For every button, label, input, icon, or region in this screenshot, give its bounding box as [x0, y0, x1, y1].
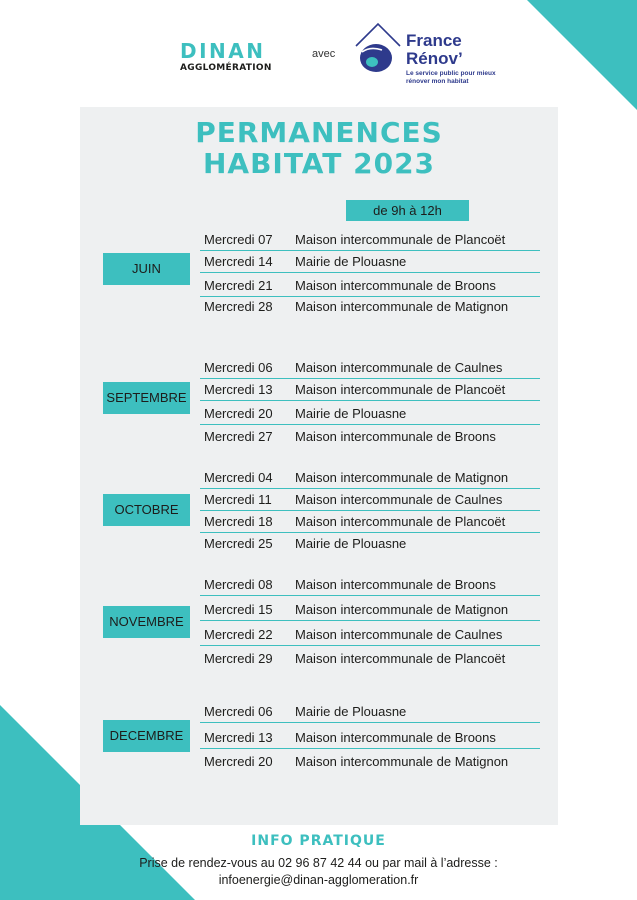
schedule-row: [200, 624, 540, 646]
row-place: Mairie de Plouasne: [295, 704, 407, 719]
dinan-logo-subtitle: AGGLOMÉRATION: [180, 63, 272, 73]
france-renov-line1: France: [406, 31, 462, 50]
schedule-row: [200, 751, 540, 773]
row-day: Mercredi 20: [204, 754, 273, 769]
france-renov-logo: [352, 22, 512, 94]
hours-badge: de 9h à 12h: [346, 200, 469, 221]
schedule-row: [200, 467, 540, 489]
row-place: Maison intercommunale de Broons: [295, 730, 496, 745]
title-line-1: PERMANENCES: [195, 116, 443, 149]
row-place: Mairie de Plouasne: [295, 254, 407, 269]
schedule-row: [200, 533, 540, 555]
row-day: Mercredi 29: [204, 651, 273, 666]
schedule-row: [200, 426, 540, 448]
france-renov-name: [406, 32, 463, 68]
schedule-row: [200, 296, 540, 318]
row-place: Maison intercommunale de Plancoët: [295, 651, 506, 666]
row-place: Maison intercommunale de Plancoët: [295, 382, 506, 397]
row-day: Mercredi 07: [204, 232, 273, 247]
row-place: Maison intercommunale de Broons: [295, 429, 496, 444]
month-label: JUIN: [103, 253, 190, 285]
row-place: Maison intercommunale de Caulnes: [295, 627, 503, 642]
row-day: Mercredi 28: [204, 299, 273, 314]
row-day: Mercredi 25: [204, 536, 273, 551]
row-place: Maison intercommunale de Matignon: [295, 299, 509, 314]
row-day: Mercredi 14: [204, 254, 273, 269]
france-renov-tagline-1: Le service public pour mieux: [406, 70, 496, 77]
schedule-row: [200, 379, 540, 401]
info-text: [0, 855, 637, 889]
row-place: Maison intercommunale de Caulnes: [295, 360, 503, 375]
title-line-2: HABITAT 2023: [202, 147, 436, 180]
row-place: Maison intercommunale de Broons: [295, 278, 496, 293]
page-title: [80, 117, 558, 179]
france-renov-house-icon: [352, 22, 408, 82]
month-label: NOVEMBRE: [103, 606, 190, 638]
row-day: Mercredi 08: [204, 577, 273, 592]
month-label: DECEMBRE: [103, 720, 190, 752]
dinan-logo-name: DINAN: [180, 39, 266, 63]
row-place: Maison intercommunale de Matignon: [295, 470, 509, 485]
row-day: Mercredi 20: [204, 406, 273, 421]
header: [0, 22, 637, 94]
schedule-row: [200, 403, 540, 425]
france-renov-line2: Rénov’: [406, 49, 463, 68]
schedule-row: [200, 648, 540, 670]
row-day: Mercredi 27: [204, 429, 273, 444]
row-day: Mercredi 06: [204, 704, 273, 719]
month-label: OCTOBRE: [103, 494, 190, 526]
row-place: Maison intercommunale de Broons: [295, 577, 496, 592]
info-line-1: Prise de rendez-vous au 02 96 87 42 44 ou par mail à l’adresse :: [139, 856, 498, 870]
row-place: Mairie de Plouasne: [295, 406, 407, 421]
schedule-row: [200, 251, 540, 273]
row-day: Mercredi 06: [204, 360, 273, 375]
france-renov-tagline: [406, 70, 516, 86]
france-renov-tagline-2: rénover mon habitat: [406, 78, 469, 85]
row-place: Maison intercommunale de Plancoët: [295, 232, 506, 247]
row-day: Mercredi 11: [204, 492, 272, 507]
schedule-row: [200, 727, 540, 749]
schedule-row: [200, 229, 540, 251]
row-day: Mercredi 13: [204, 730, 273, 745]
dinan-agglomeration-logo: [180, 40, 290, 74]
row-place: Maison intercommunale de Caulnes: [295, 492, 503, 507]
row-day: Mercredi 18: [204, 514, 273, 529]
info-title: INFO PRATIQUE: [251, 833, 386, 849]
avec-label: avec: [312, 48, 336, 60]
row-day: Mercredi 15: [204, 602, 273, 617]
row-place: Maison intercommunale de Matignon: [295, 754, 509, 769]
row-day: Mercredi 13: [204, 382, 273, 397]
schedule-row: [200, 701, 540, 723]
row-day: Mercredi 21: [204, 278, 273, 293]
row-place: Mairie de Plouasne: [295, 536, 407, 551]
schedule-row: [200, 357, 540, 379]
schedule-row: [200, 275, 540, 297]
schedule-row: [200, 599, 540, 621]
schedule-row: [200, 489, 540, 511]
month-label: SEPTEMBRE: [103, 382, 190, 414]
row-place: Maison intercommunale de Plancoët: [295, 514, 506, 529]
schedule-row: [200, 574, 540, 596]
row-day: Mercredi 22: [204, 627, 273, 642]
schedule-row: [200, 511, 540, 533]
info-email: infoenergie@dinan-agglomeration.fr: [218, 873, 419, 887]
row-day: Mercredi 04: [204, 470, 273, 485]
row-place: Maison intercommunale de Matignon: [295, 602, 509, 617]
